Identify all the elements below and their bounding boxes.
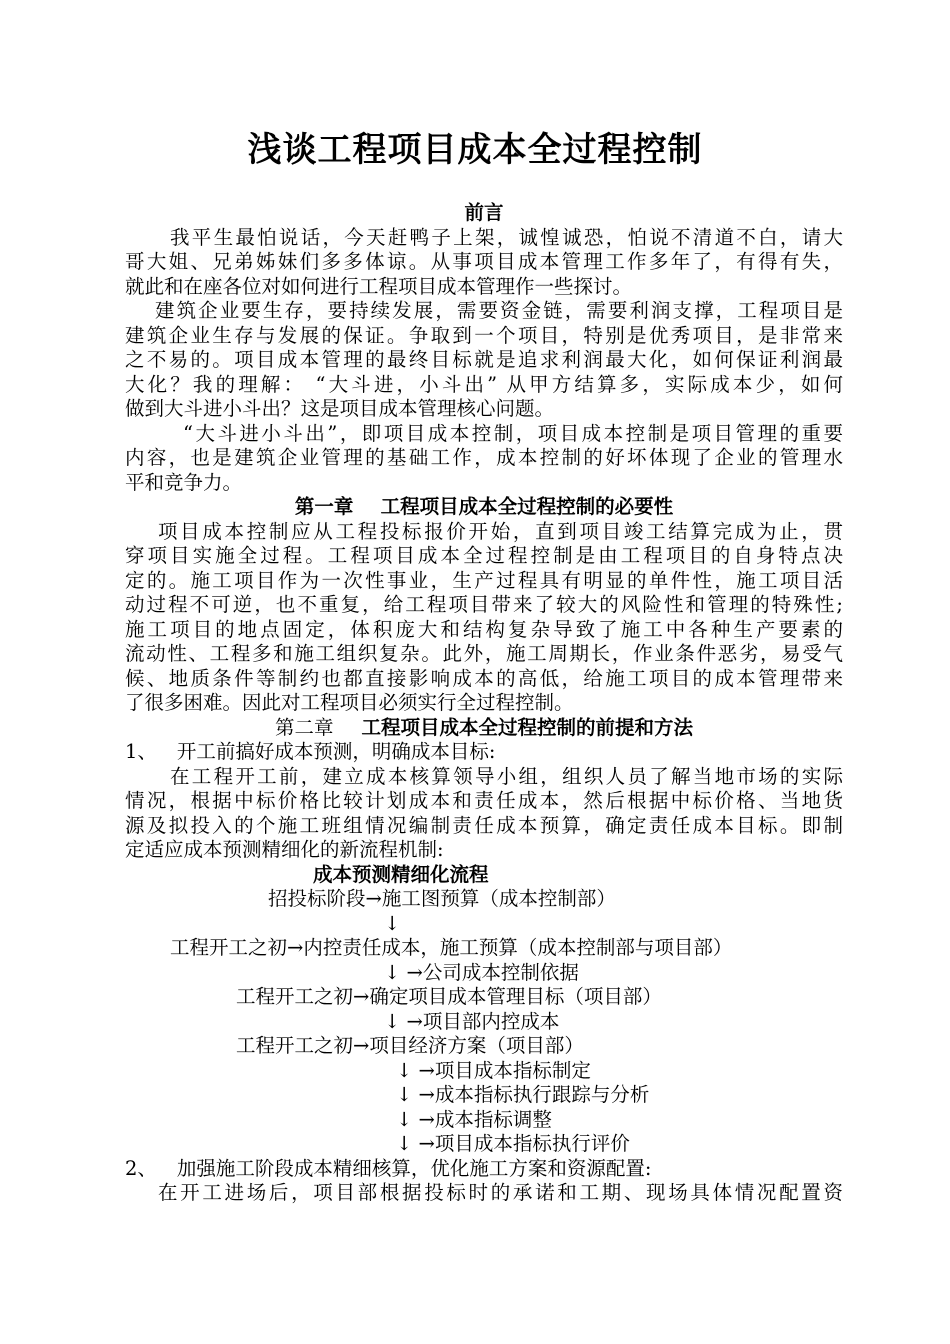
chapter1-line: 了很多困难。因此对工程项目必须实行全过程控制。 [125,691,574,714]
chapter1-heading: 第一章 工程项目成本全过程控制的必要性 [294,495,674,518]
preface-line: 我平生最怕说话，今天赶鸭子上架，诚惶诚恐，怕说不清道不白，请大 [170,225,843,249]
item-text: 开工前搞好成本预测，明确成本目标: [176,740,496,763]
chapter1-line: 项目成本控制应从工程投标报价开始，直到项目竣工结算完成为止，贯 [158,519,843,543]
preface-line: 之不易的。项目成本管理的最终目标就是追求利润最大化，如何保证利润最 [125,348,843,371]
chapter2-line: 在工程开工前，建立成本核算领导小组，组织人员了解当地市场的实际 [170,764,843,788]
chapter1-line: 候、地质条件等制约也都直接影响成本的高低，给施工项目的成本管理带来 [125,666,843,690]
flow-step: 工程开工之初→确定项目成本管理目标（项目部） [236,985,662,1008]
flow-title: 成本预测精细化流程 [313,862,489,886]
chapter2-item2 [125,1157,843,1182]
chapter2-heading-prefix: 第二章 [274,715,334,739]
preface-line: 建筑企业要生存，要持续发展，需要资金链，需要利润支撑，工程项目是 [155,299,843,322]
chapter1-line: 动过程不可逆，也不重复，给工程项目带来了较大的风险性和管理的特殊性; [125,593,843,616]
flow-step: ↓ →成本指标调整 [396,1107,552,1131]
chapter2-line: 情况，根据中标价格比较计划成本和责任成本，然后根据中标价格、当地货 [125,789,843,812]
flow-step: 招投标阶段→施工图预算（成本控制部） [268,887,616,910]
flow-step: 工程开工之初→内控责任成本，施工预算（成本控制部与项目部） [170,936,733,959]
chapter1-line: 穿项目实施全过程。工程项目成本全过程控制是由工程项目的自身特点决 [125,544,843,567]
preface-line: 建筑企业生存与发展的保证。争取到一个项目，特别是优秀项目，是非常来 [125,323,843,347]
flow-arrow: ↓ [384,911,401,935]
preface-line: 就此和在座各位对如何进行工程项目成本管理作一些探讨。 [125,274,633,298]
chapter2-line: 源及拟投入的个施工班组情况编制责任成本预算，确定责任成本目标。即制 [125,813,843,837]
preface-line: 哥大姐、兄弟姊妹们多多体谅。从事项目成本管理工作多年了，有得有失， [125,250,843,273]
chapter1-line: 流动性、工程多和施工组织复杂。此外，施工周期长，作业条件恶劣，易受气 [125,642,843,665]
preface-heading: 前言 [464,201,504,224]
preface-line: 大化？我的理解： “大斗进，小斗出” 从甲方结算多，实际成本少，如何 [125,372,843,396]
chapter1-line: 定的。施工项目作为一次性事业，生产过程具有明显的单件性，施工项目活 [125,568,843,592]
flow-step: ↓ →成本指标执行跟踪与分析 [396,1083,650,1106]
preface-line: 做到大斗进小斗出？这是项目成本管理核心问题。 [125,397,555,420]
item-text: 加强施工阶段成本精细核算，优化施工方案和资源配置: [176,1156,652,1180]
flow-step: ↓ →项目部内控成本 [384,1009,560,1033]
preface-line: 内容，也是建筑企业管理的基础工作，成本控制的好坏体现了企业的管理水 [125,446,843,469]
document-body [125,201,843,1206]
chapter2-heading [125,716,843,741]
chapter1-line: 施工项目的地点固定，体积庞大和结构复杂导致了施工中各种生产要素的 [125,617,843,641]
flow-step: 工程开工之初→项目经济方案（项目部） [236,1034,584,1057]
flow-step: ↓ →项目成本指标执行评价 [396,1132,630,1155]
chapter2-item1 [125,740,843,765]
item-number: 1、 [125,740,157,763]
chapter2-heading-text: 工程项目成本全过程控制的前提和方法 [361,715,694,739]
flow-step: ↓ →项目成本指标制定 [396,1058,591,1082]
preface-line: “大斗进小斗出”，即项目成本控制，项目成本控制是项目管理的重要 [183,421,843,445]
document-title: 浅谈工程项目成本全过程控制 [247,130,703,170]
chapter2-line: 定适应成本预测精细化的新流程机制: [125,838,444,861]
flow-step: ↓ →公司成本控制依据 [384,960,579,984]
preface-line: 平和竞争力。 [125,470,243,494]
item-number: 2、 [125,1156,157,1180]
chapter2-line: 在开工进场后，项目部根据投标时的承诺和工期、现场具体情况配置资 [158,1181,843,1204]
